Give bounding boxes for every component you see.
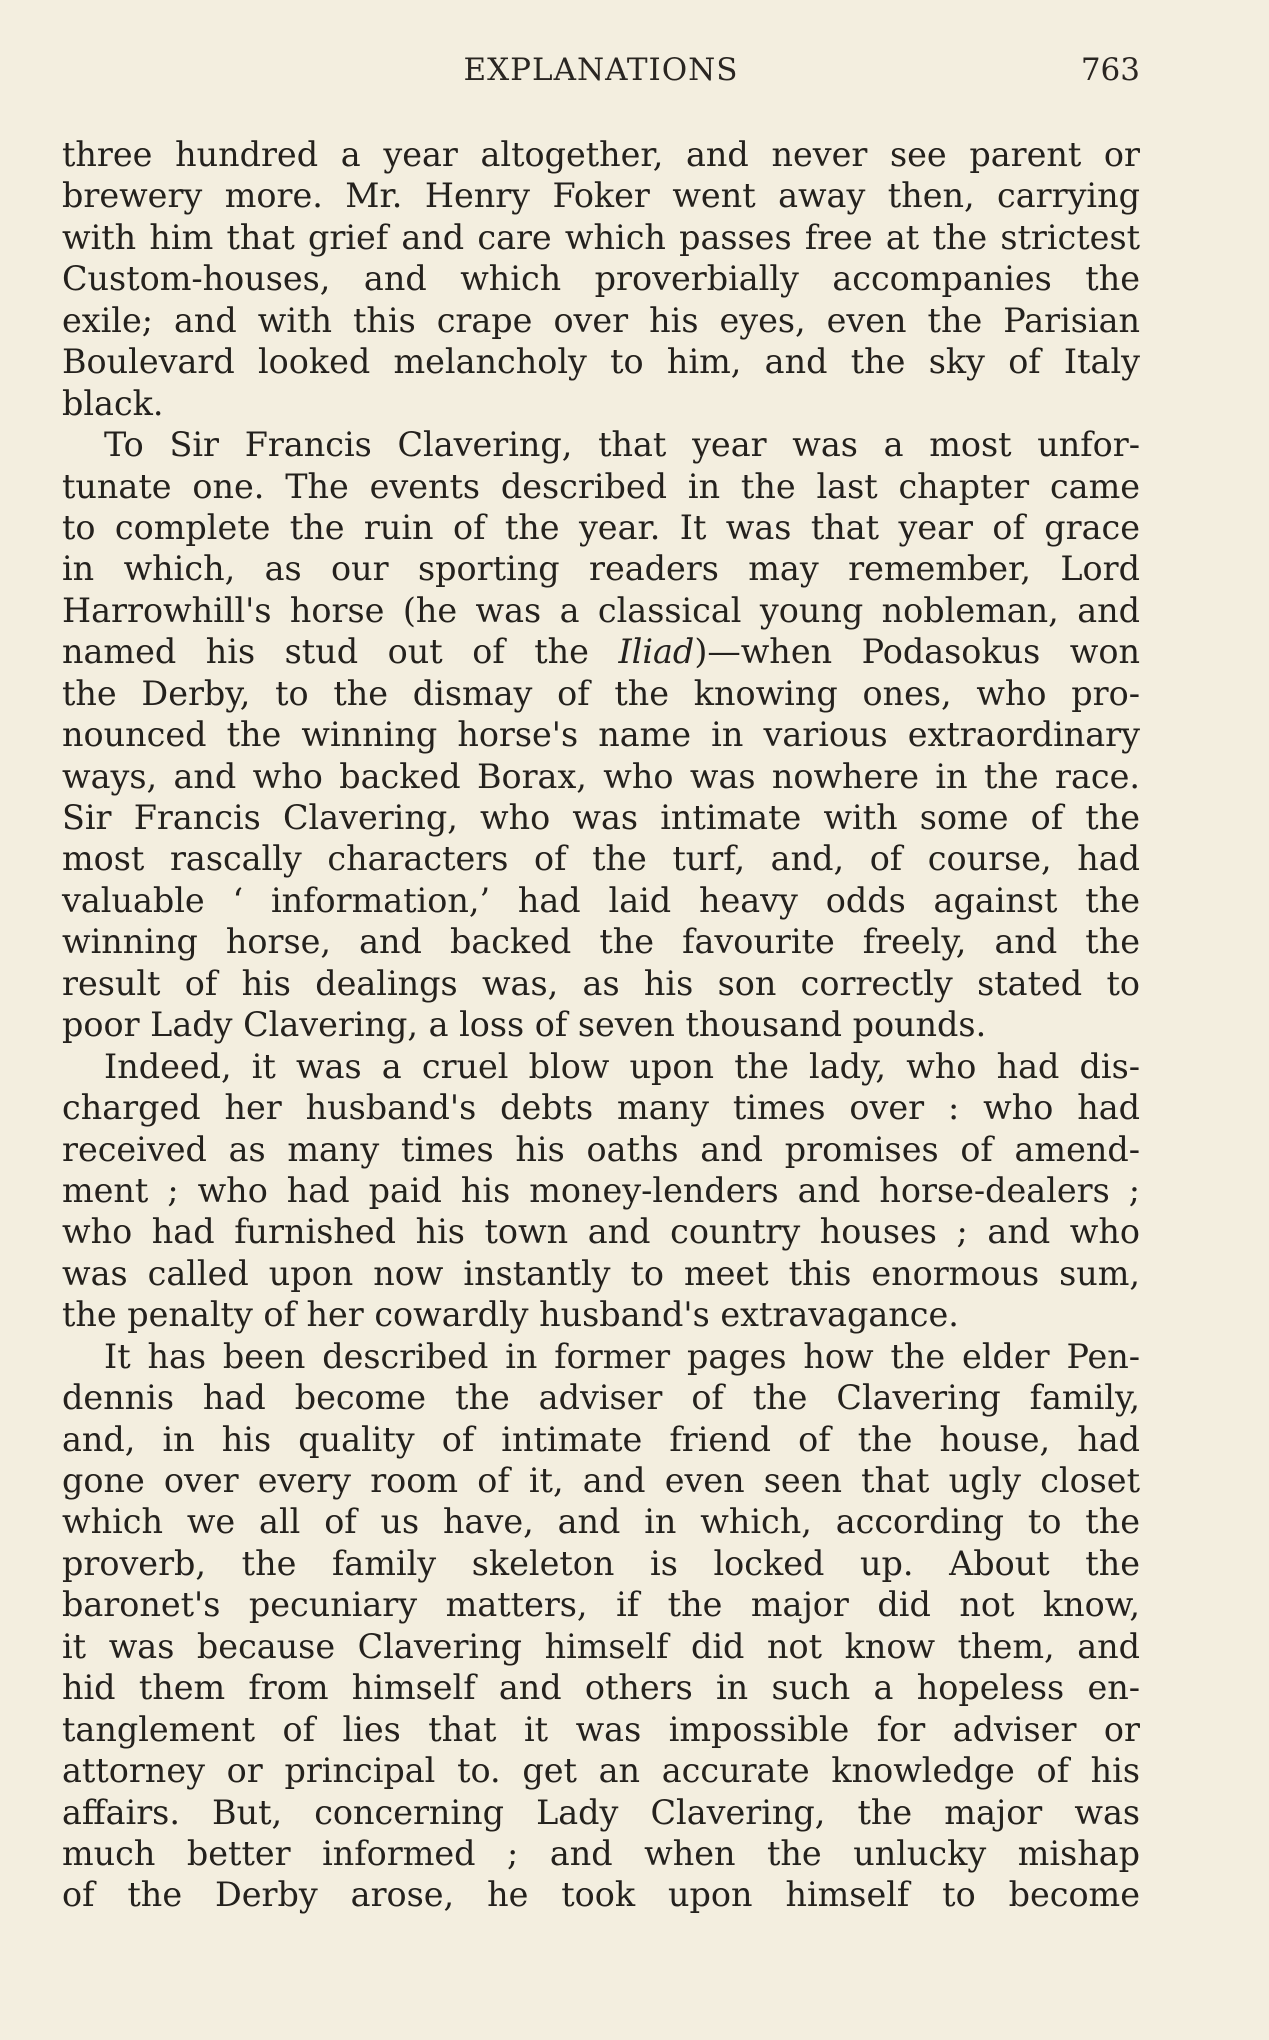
text-line: three hundred a year altogether, and never see parent or <box>62 135 1140 174</box>
text-line <box>62 631 1140 672</box>
text-line: the Derby, to the dismay of the knowing ones, who pro- <box>62 673 1140 713</box>
page-header <box>62 52 1140 102</box>
text-line: ment ; who had paid his money-lenders and horse-dealers ; <box>62 1170 1140 1210</box>
text-line: affairs. But, concerning Lady Clavering, the major was <box>62 1792 1140 1832</box>
text-line: much better informed ; and when the unlucky mishap <box>62 1833 1140 1873</box>
text-line: charged her husband's debts many times over : who had <box>62 1088 1140 1128</box>
text-line: Custom-houses, and which proverbially accompanies the <box>62 259 1140 299</box>
text-line: exile; and with this crape over his eyes, even the Parisian <box>62 300 1140 340</box>
text-line: in which, as our sporting readers may remember, Lord <box>62 549 1140 589</box>
text-line: tunate one. The events described in the last chapter came <box>62 466 1140 506</box>
text-line: valuable ‘ information,’ had laid heavy odds against the <box>62 880 1140 920</box>
italic-title: Iliad <box>618 632 695 672</box>
text-line: result of his dealings was, as his son correctly stated to <box>62 963 1140 1003</box>
text-line: black. <box>62 383 164 423</box>
text-line: Boulevard looked melancholy to him, and the sky of Italy <box>62 342 1140 382</box>
text-line: Indeed, it was a cruel blow upon the lady, who had dis- <box>104 1046 1140 1086</box>
text-line: baronet's pecuniary matters, if the major did not know, <box>62 1585 1140 1625</box>
text-line: which we all of us have, and in which, according to the <box>62 1502 1140 1542</box>
running-title: EXPLANATIONS <box>463 52 739 88</box>
text-line: poor Lady Clavering, a loss of seven thousand pounds. <box>62 1005 987 1045</box>
text-line: was called upon now instantly to meet this enormous sum, <box>62 1253 1140 1293</box>
text-line: to complete the ruin of the year. It was that year of grace <box>62 507 1140 547</box>
text-line: Sir Francis Clavering, who was intimate with some of the <box>62 798 1140 837</box>
text-line: brewery more. Mr. Henry Foker went away then, carrying <box>62 176 1140 216</box>
text-line: Harrowhill's horse (he was a classical young nobleman, and <box>62 590 1140 630</box>
text-line: it was because Clavering himself did not know them, and <box>62 1626 1140 1666</box>
text-line: proverb, the family skeleton is locked up. About the <box>62 1543 1140 1583</box>
text-line: tanglement of lies that it was impossible for adviser or <box>62 1709 1140 1749</box>
text-line: To Sir Francis Clavering, that year was a most unfor- <box>104 425 1140 465</box>
text-line: of the Derby arose, he took upon himself to become <box>62 1875 1140 1915</box>
text-line: most rascally characters of the turf, and, of course, had <box>62 839 1140 879</box>
text-line: with him that grief and care which passes free at the strictest <box>62 217 1140 257</box>
text-segment: )—when Podasokus won <box>694 632 1140 672</box>
text-line: gone over every room of it, and even seen that ugly closet <box>62 1461 1140 1500</box>
page-number: 763 <box>1080 52 1140 88</box>
text-line: It has been described in former pages how the elder Pen- <box>104 1336 1140 1376</box>
text-line: nounced the winning horse's name in various extraordinary <box>62 715 1140 755</box>
body-text <box>62 134 1140 1916</box>
text-segment: named his stud out of the <box>62 632 619 672</box>
text-line: and, in his quality of intimate friend of the house, had <box>62 1419 1140 1459</box>
text-line: who had furnished his town and country houses ; and who <box>62 1212 1140 1252</box>
text-line: hid them from himself and others in such a hopeless en- <box>62 1668 1140 1708</box>
text-line: dennis had become the adviser of the Clavering family, <box>62 1378 1140 1418</box>
text-line: ways, and who backed Borax, who was nowhere in the race. <box>62 756 1140 796</box>
text-line: winning horse, and backed the favourite freely, and the <box>62 922 1140 962</box>
text-line: received as many times his oaths and promises of amend- <box>62 1129 1140 1169</box>
text-line: attorney or principal to. get an accurate knowledge of his <box>62 1751 1140 1791</box>
text-line: the penalty of her cowardly husband's extravagance. <box>62 1295 959 1335</box>
